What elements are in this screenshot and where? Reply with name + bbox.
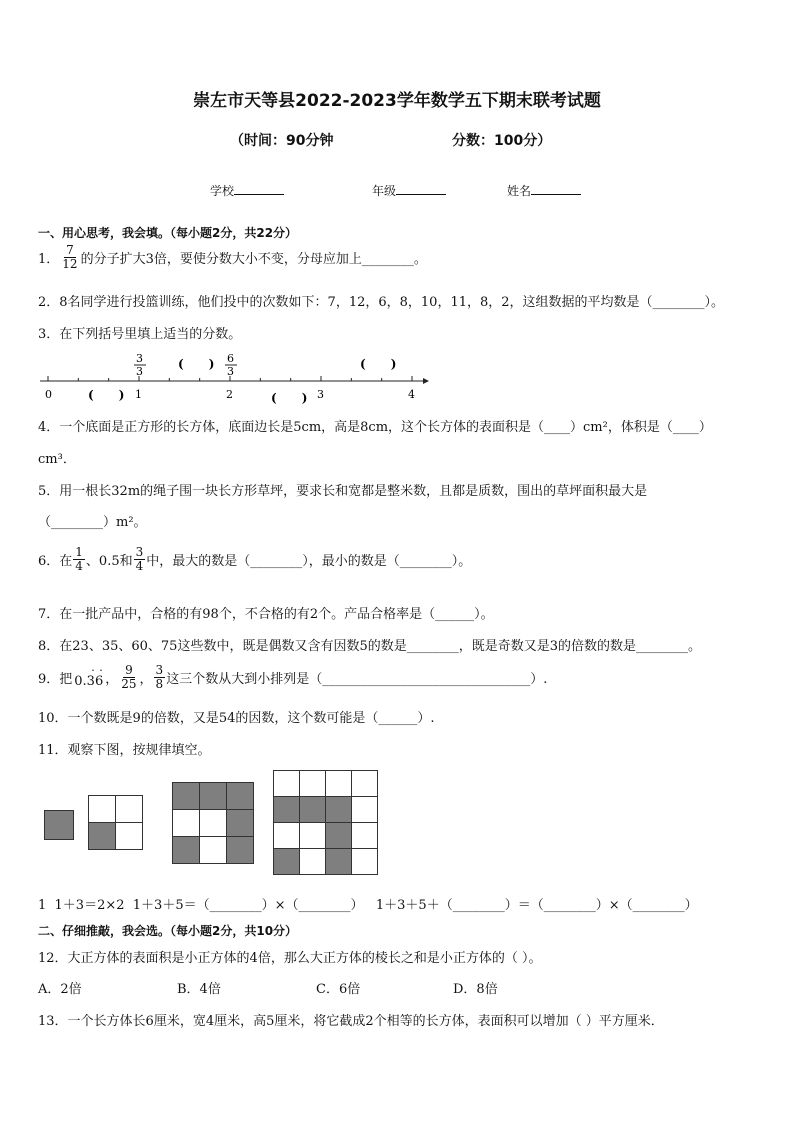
exam-score: 分数：100分） xyxy=(452,133,552,149)
q12-option-a: A．2倍 xyxy=(38,982,82,997)
q9-f2-numerator: 3 xyxy=(155,663,164,677)
frac-3-3-den: 3 xyxy=(136,365,143,378)
q1-fraction xyxy=(60,244,79,271)
tick-label-1: 1 xyxy=(135,388,142,401)
q6-f2-numerator: 3 xyxy=(135,545,144,559)
q6-lead: 6．在 xyxy=(38,554,73,569)
name-label: 姓名 xyxy=(507,184,532,198)
q6-f2-denominator: 4 xyxy=(135,559,144,573)
pattern-figure-3 xyxy=(172,782,254,864)
section-1-heading: 一、用心思考，我会填。（每小题2分，共22分） xyxy=(38,226,298,240)
q9-decimal: 0.36 xyxy=(74,674,104,689)
tick-label-2: 2 xyxy=(226,388,233,401)
tick-label-0: 0 xyxy=(45,388,52,401)
question-5-cont: （________）m²。 xyxy=(38,515,147,530)
frac-3-3-num: 3 xyxy=(136,352,143,365)
question-6 xyxy=(38,546,471,573)
question-1 xyxy=(38,244,427,271)
question-11: 11．观察下图，按规律填空。 xyxy=(38,743,211,758)
question-11-equations: 1 1＋3＝2×2 1＋3＋5＝（________）×（________） 1＋3＋5＋（________）＝（________）×（________） xyxy=(38,898,698,913)
q1-number: 1． xyxy=(38,252,60,267)
q9-fraction-2 xyxy=(154,664,166,691)
q9-fraction-1 xyxy=(119,664,138,691)
q9-f2-denominator: 8 xyxy=(155,677,164,691)
q9-sep-2: ， xyxy=(139,672,153,687)
section-2-heading: 二、仔细推敲，我会选。（每小题2分，共10分） xyxy=(38,924,298,938)
question-4-cont: cm³． xyxy=(38,452,76,467)
q12-option-b: B．4倍 xyxy=(177,982,221,997)
question-12: 12．大正方体的表面积是小正方体的4倍，那么大正方体的棱长之和是小正方体的（ ）。 xyxy=(38,951,542,966)
q6-fraction-2 xyxy=(134,546,146,573)
pattern-figure-4 xyxy=(273,770,378,875)
tick-label-4: 4 xyxy=(408,388,415,401)
frac-6-3-den: 3 xyxy=(227,365,234,378)
blank-bottom-2: ( ) xyxy=(271,391,308,405)
question-7: 7．在一批产品中，合格的有98个，不合格的有2个。产品合格率是（______）。 xyxy=(38,607,494,622)
question-13: 13．一个长方体长6厘米，宽4厘米，高5厘米，将它截成2个相等的长方体，表面积可以增加（ ）平方厘米． xyxy=(38,1014,664,1029)
q6-f1-numerator: 1 xyxy=(75,545,83,559)
q12-option-c: C．6倍 xyxy=(316,982,361,997)
school-field xyxy=(210,182,284,199)
tick-label-3: 3 xyxy=(317,388,324,401)
page-title: 崇左市天等县2022-2023学年数学五下期末联考试题 xyxy=(193,91,601,111)
name-field xyxy=(507,182,581,199)
blank-top-1: ( ) xyxy=(178,357,215,371)
question-9 xyxy=(38,664,547,691)
q6-f1-denominator: 4 xyxy=(75,559,83,573)
question-2: 2．8名同学进行投篮训练，他们投中的次数如下：7，12，6，8，10，11，8，2，这组数据的平均数是（________）。 xyxy=(38,295,725,310)
q6-text: 中，最大的数是（________），最小的数是（________）。 xyxy=(146,554,472,569)
q1-text: 的分子扩大3倍，要使分数大小不变，分母应加上________。 xyxy=(80,252,427,267)
question-3: 3．在下列括号里填上适当的分数。 xyxy=(38,327,242,342)
q9-f1-numerator: 9 xyxy=(125,663,133,677)
q1-denominator: 12 xyxy=(62,257,78,271)
q9-repeating-decimal: 0.36 · · xyxy=(74,664,104,689)
q1-numerator: 7 xyxy=(66,243,74,257)
q9-text: 这三个数从大到小排列是（________________________________）. xyxy=(166,672,548,687)
question-8: 8．在23、35、60、75这些数中，既是偶数又含有因数5的数是________，既是奇数又是3的倍数的数是________。 xyxy=(38,639,701,654)
q9-f1-denominator: 25 xyxy=(121,677,137,691)
q6-mid: 、0.5和 xyxy=(85,554,133,569)
number-line xyxy=(38,350,438,405)
school-label: 学校 xyxy=(210,184,235,198)
question-10: 10．一个数既是9的倍数，又是54的因数，这个数可能是（______）. xyxy=(38,711,435,726)
blank-bottom-1: ( ) xyxy=(88,388,125,402)
q6-fraction-1 xyxy=(73,546,85,573)
question-5: 5．用一根长32m的绳子围一块长方形草坪，要求长和宽都是整米数，且都是质数，围出的草坪面积最大是 xyxy=(38,484,648,499)
grade-label: 年级 xyxy=(372,184,397,198)
grade-field xyxy=(372,182,446,199)
pattern-figure-1 xyxy=(44,810,74,840)
q9-sep-1: ， xyxy=(105,672,119,687)
exam-time: （时间：90分钟 xyxy=(230,133,334,149)
question-4: 4．一个底面是正方形的长方体，底面边长是5cm，高是8cm，这个长方体的表面积是（____）cm²，体积是（____） xyxy=(38,420,712,435)
pattern-figure-2 xyxy=(88,795,143,850)
frac-6-3-num: 6 xyxy=(227,352,234,365)
q12-option-d: D．8倍 xyxy=(453,982,498,997)
q9-lead: 9．把 xyxy=(38,672,73,687)
blank-top-2: ( ) xyxy=(360,357,397,371)
